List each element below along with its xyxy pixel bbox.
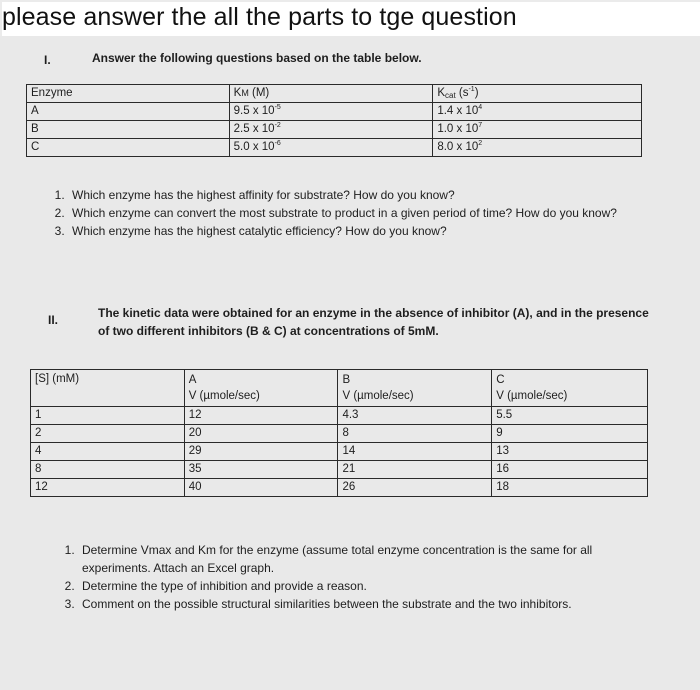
kcat-base: 8.0 x 10 bbox=[437, 141, 479, 153]
header-c-top: C bbox=[496, 374, 505, 386]
list-item: 2. Which enzyme can convert the most substrate to product in a given period of time? How do you know? bbox=[68, 204, 658, 222]
velocity-b-cell: 4.3 bbox=[338, 407, 492, 425]
km-label: K bbox=[233, 87, 242, 99]
km-unit: (M) bbox=[248, 87, 270, 99]
velocity-b-cell: 14 bbox=[338, 443, 492, 461]
velocity-a-cell: 35 bbox=[184, 461, 338, 479]
section2-number: II. bbox=[48, 313, 59, 327]
substrate-cell: 8 bbox=[31, 461, 185, 479]
km-cell bbox=[229, 139, 433, 157]
velocity-c-cell: 18 bbox=[492, 479, 648, 497]
section1-number: I. bbox=[44, 53, 51, 67]
table-row bbox=[31, 461, 648, 479]
enzyme-cell: B bbox=[27, 121, 230, 139]
substrate-cell: 12 bbox=[31, 479, 185, 497]
kcat-exp: -1 bbox=[468, 86, 475, 93]
velocity-c-cell: 5.5 bbox=[492, 407, 648, 425]
km-base: 2.5 x 10 bbox=[233, 123, 275, 135]
kcat-exp-value: 7 bbox=[478, 122, 483, 129]
velocity-a-cell: 12 bbox=[184, 407, 338, 425]
kcat-label: K bbox=[437, 87, 445, 99]
header-kcat bbox=[433, 85, 642, 103]
enzyme-cell: A bbox=[27, 103, 230, 121]
substrate-cell: 1 bbox=[31, 407, 185, 425]
list-item: 1. Which enzyme has the highest affinity for substrate? How do you know? bbox=[68, 186, 658, 204]
section2-heading: The kinetic data were obtained for an enzyme in the absence of inhibitor (A), and in the presence of two different inhibitors (B & C) at concentrations of 5mM. bbox=[98, 306, 649, 338]
table-header-row bbox=[31, 370, 648, 407]
header-b-top: B bbox=[342, 374, 351, 386]
header-substrate: [S] (mM) bbox=[31, 370, 185, 407]
km-sub: M bbox=[241, 88, 249, 98]
kcat-exp-value: 2 bbox=[478, 140, 483, 147]
km-base: 9.5 x 10 bbox=[233, 105, 275, 117]
section2-questions bbox=[52, 541, 653, 613]
table-row bbox=[31, 407, 648, 425]
table-row bbox=[27, 139, 642, 157]
substrate-cell: 4 bbox=[31, 443, 185, 461]
velocity-c-cell: 9 bbox=[492, 425, 648, 443]
kcat-close: ) bbox=[474, 87, 479, 99]
header-a bbox=[184, 370, 338, 407]
table-header-row bbox=[27, 85, 642, 103]
list-item: 1. Determine Vmax and Km for the enzyme (assume total enzyme concentration is the same for all experiments. Attach an Excel graph. bbox=[78, 541, 653, 577]
km-exp: -6 bbox=[274, 140, 281, 147]
enzyme-table bbox=[26, 84, 642, 157]
kcat-unit: (s bbox=[455, 87, 469, 99]
km-cell bbox=[229, 103, 433, 121]
kcat-base: 1.0 x 10 bbox=[437, 123, 479, 135]
substrate-cell: 2 bbox=[31, 425, 185, 443]
header-a-top: A bbox=[188, 374, 197, 386]
velocity-b-cell: 26 bbox=[338, 479, 492, 497]
table-row bbox=[31, 443, 648, 461]
velocity-b-cell: 8 bbox=[338, 425, 492, 443]
velocity-b-cell: 21 bbox=[338, 461, 492, 479]
km-base: 5.0 x 10 bbox=[233, 141, 275, 153]
velocity-a-cell: 20 bbox=[184, 425, 338, 443]
kcat-base: 1.4 x 10 bbox=[437, 105, 479, 117]
header-c-bottom: V (µmole/sec) bbox=[496, 390, 568, 402]
kinetic-table bbox=[30, 369, 648, 497]
table-row bbox=[27, 103, 642, 121]
kcat-cell bbox=[433, 103, 642, 121]
velocity-a-cell: 29 bbox=[184, 443, 338, 461]
header-a-bottom: V (µmole/sec) bbox=[188, 390, 260, 402]
kcat-exp-value: 4 bbox=[478, 104, 483, 111]
km-exp: -2 bbox=[274, 122, 281, 129]
header-km bbox=[229, 85, 433, 103]
kcat-cell bbox=[433, 139, 642, 157]
section1-questions bbox=[42, 186, 658, 240]
list-item: 3. Comment on the possible structural similarities between the substrate and the two inhibitors. bbox=[78, 595, 653, 613]
table-row bbox=[31, 425, 648, 443]
velocity-c-cell: 16 bbox=[492, 461, 648, 479]
section1-heading: Answer the following questions based on the table below. bbox=[92, 51, 422, 65]
header-b-bottom: V (µmole/sec) bbox=[342, 390, 414, 402]
list-item: 3. Which enzyme has the highest catalytic efficiency? How do you know? bbox=[68, 222, 658, 240]
header-b bbox=[338, 370, 492, 407]
kcat-sub: cat bbox=[445, 91, 456, 100]
km-exp: -5 bbox=[274, 104, 281, 111]
header-c bbox=[492, 370, 648, 407]
worksheet bbox=[0, 36, 700, 690]
kcat-cell bbox=[433, 121, 642, 139]
page-title: please answer the all the parts to tge question bbox=[2, 2, 700, 36]
header-enzyme: Enzyme bbox=[27, 85, 230, 103]
list-item: 2. Determine the type of inhibition and provide a reason. bbox=[78, 577, 653, 595]
velocity-c-cell: 13 bbox=[492, 443, 648, 461]
table-row bbox=[27, 121, 642, 139]
km-cell bbox=[229, 121, 433, 139]
enzyme-cell: C bbox=[27, 139, 230, 157]
table-row bbox=[31, 479, 648, 497]
velocity-a-cell: 40 bbox=[184, 479, 338, 497]
